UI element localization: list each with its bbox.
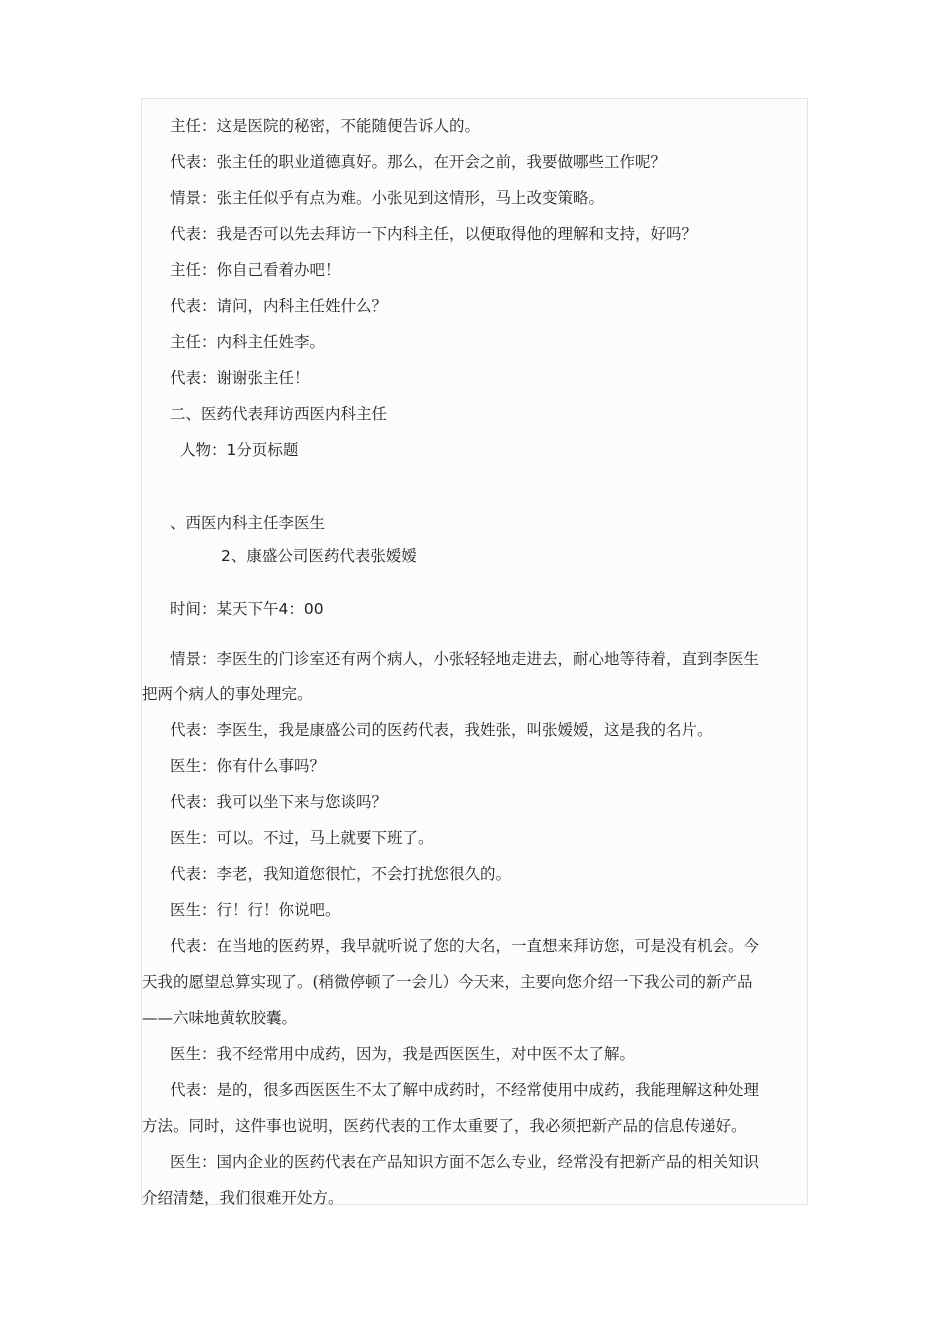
character-item: 2、康盛公司医药代表张嫒嫒 bbox=[221, 547, 417, 565]
paragraph-line: 医生：我不经常用中成药，因为，我是西医医生，对中医不太了解。 bbox=[170, 1045, 636, 1063]
paragraph-line: 代表：张主任的职业道德真好。那么，在开会之前，我要做哪些工作呢？ bbox=[170, 153, 667, 171]
paragraph-line: ——六味地黄软胶囊。 bbox=[142, 1009, 298, 1027]
paragraph-line: 情景：李医生的门诊室还有两个病人，小张轻轻地走进去，耐心地等待着，直到李医生 bbox=[170, 650, 760, 668]
section-heading: 二、医药代表拜访西医内科主任 bbox=[170, 405, 388, 423]
time-line: 时间：某天下午4：00 bbox=[170, 600, 324, 618]
paragraph-line: 医生：你有什么事吗？ bbox=[170, 757, 326, 775]
character-item: 、西医内科主任李医生 bbox=[170, 514, 326, 532]
paragraph-line: 情景：张主任似乎有点为难。小张见到这情形，马上改变策略。 bbox=[170, 189, 605, 207]
paragraph-line: 天我的愿望总算实现了。(稍微停顿了一会儿）今天来，主要向您介绍一下我公司的新产品 bbox=[142, 973, 753, 991]
paragraph-line: 代表：请问，内科主任姓什么？ bbox=[170, 297, 388, 315]
paragraph-line: 主任：这是医院的秘密，不能随便告诉人的。 bbox=[170, 117, 481, 135]
paragraph-line: 代表：李老，我知道您很忙，不会打扰您很久的。 bbox=[170, 865, 512, 883]
paragraph-line: 医生：国内企业的医药代表在产品知识方面不怎么专业，经常没有把新产品的相关知识 bbox=[170, 1153, 760, 1171]
paragraph-line: 主任：内科主任姓李。 bbox=[170, 333, 326, 351]
paragraph-line: 医生：可以。不过，马上就要下班了。 bbox=[170, 829, 434, 847]
document-page bbox=[141, 98, 808, 1205]
paragraph-line: 把两个病人的事处理完。 bbox=[142, 685, 313, 703]
paragraph-line: 主任：你自己看着办吧！ bbox=[170, 261, 341, 279]
paragraph-line: 介绍清楚，我们很难开处方。 bbox=[142, 1189, 344, 1207]
paragraph-line: 医生：行！行！你说吧。 bbox=[170, 901, 341, 919]
paragraph-line: 代表：我是否可以先去拜访一下内科主任，以便取得他的理解和支持，好吗？ bbox=[170, 225, 698, 243]
paragraph-line: 方法。同时，这件事也说明，医药代表的工作太重要了，我必须把新产品的信息传递好。 bbox=[142, 1117, 747, 1135]
characters-line: 人物：1分页标题 bbox=[180, 441, 299, 459]
paragraph-line: 代表：谢谢张主任！ bbox=[170, 369, 310, 387]
paragraph-line: 代表：李医生，我是康盛公司的医药代表，我姓张，叫张嫒嫒，这是我的名片。 bbox=[170, 721, 713, 739]
paragraph-line: 代表：是的，很多西医医生不太了解中成药时，不经常使用中成药，我能理解这种处理 bbox=[170, 1081, 760, 1099]
paragraph-line: 代表：我可以坐下来与您谈吗？ bbox=[170, 793, 388, 811]
paragraph-line: 代表：在当地的医药界，我早就听说了您的大名，一直想来拜访您，可是没有机会。今 bbox=[170, 937, 760, 955]
